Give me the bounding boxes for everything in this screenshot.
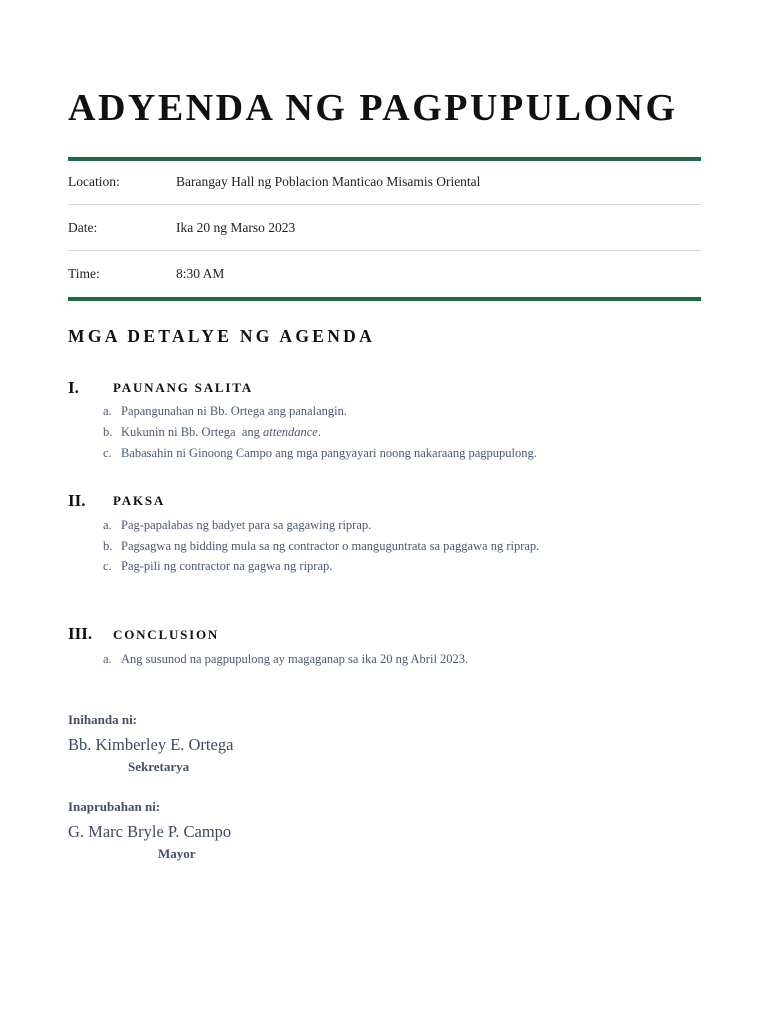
list-item: [103, 652, 468, 667]
agenda-heading: MGA DETALYE NG AGENDA: [68, 326, 376, 346]
table-bottom-rule: [68, 297, 701, 301]
list-letter: c.: [103, 446, 112, 460]
list-item-text: Pag-pili ng contractor na gagwa ng riprap.: [121, 559, 333, 573]
location-value: Barangay Hall ng Poblacion Manticao Misamis Oriental: [176, 174, 481, 189]
list-letter: b.: [103, 539, 113, 553]
date-label: Date:: [68, 220, 98, 235]
list-letter: b.: [103, 425, 113, 439]
list-item: [103, 518, 371, 533]
row-divider: [68, 204, 701, 205]
location-label: Location:: [68, 174, 120, 189]
section-numeral: II.: [68, 491, 86, 510]
date-value: Ika 20 ng Marso 2023: [176, 220, 296, 235]
list-item: [103, 425, 321, 440]
section-title: CONCLUSION: [113, 627, 220, 642]
table-top-rule: [68, 157, 701, 161]
list-item-text: Papangunahan ni Bb. Ortega ang panalangin.: [121, 404, 347, 418]
time-value: 8:30 AM: [176, 266, 225, 281]
list-letter: c.: [103, 559, 112, 573]
list-letter: a.: [103, 518, 112, 532]
list-item-text-end: .: [317, 425, 321, 439]
approved-by-name: G. Marc Bryle P. Campo: [68, 822, 232, 841]
section-title: PAKSA: [113, 493, 166, 508]
list-item-emphasis: attendance: [263, 425, 318, 439]
list-item-text: Ang susunod na pagpupulong ay magaganap sa ika 20 ng Abril 2023.: [121, 652, 469, 666]
section-title: PAUNANG SALITA: [113, 380, 253, 395]
list-letter: a.: [103, 404, 112, 418]
approved-by-role: Mayor: [158, 846, 196, 861]
prepared-by-caption: Inihanda ni:: [68, 712, 138, 727]
list-item-text: Pagsagwa ng bidding mula sa ng contractor o manguguntrata sa paggawa ng riprap.: [121, 539, 540, 553]
list-item: [103, 446, 537, 461]
approved-by-caption: Inaprubahan ni:: [68, 799, 161, 814]
list-item: [103, 404, 347, 419]
list-item: [103, 559, 332, 574]
prepared-by-role: Sekretarya: [128, 759, 190, 774]
section-numeral: I.: [68, 378, 79, 397]
document-title: ADYENDA NG PAGPUPULONG: [68, 87, 678, 129]
list-letter: a.: [103, 652, 112, 666]
list-item: [103, 539, 539, 554]
list-item-text: Pag-papalabas ng badyet para sa gagawing riprap.: [121, 518, 372, 532]
list-item-text: Kukunin ni Bb. Ortega ang: [121, 425, 263, 439]
time-label: Time:: [68, 266, 100, 281]
list-item-text: Babasahin ni Ginoong Campo ang mga pangyayari noong nakaraang pagpupulong.: [121, 446, 537, 460]
prepared-by-name: Bb. Kimberley E. Ortega: [68, 735, 234, 754]
row-divider: [68, 250, 701, 251]
section-numeral: III.: [68, 624, 93, 643]
